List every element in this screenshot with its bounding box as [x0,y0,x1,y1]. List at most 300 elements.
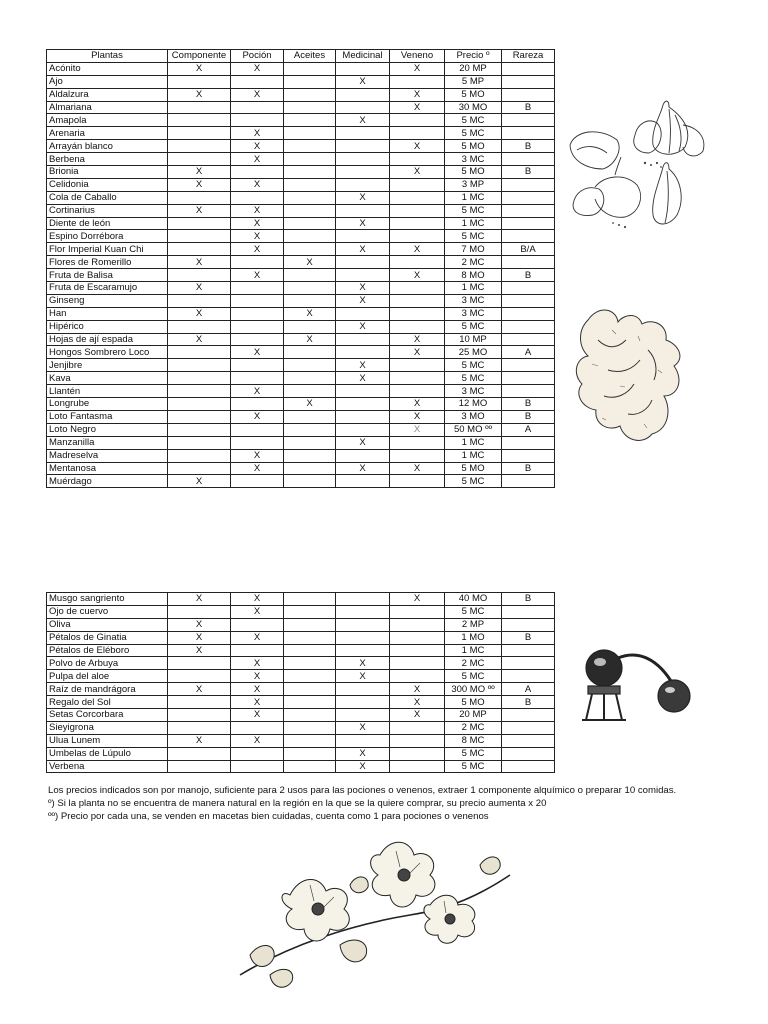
table-row [47,256,555,269]
table-cell [336,204,390,217]
table-row [47,88,555,101]
table-cell [390,670,445,683]
table-cell [336,605,390,618]
table-row [47,217,555,230]
table-cell: X [168,166,231,179]
table-cell: 50 MO ºº [445,423,502,436]
table-cell: 5 MC [445,320,502,333]
plant-name-cell: Arenaria [47,127,168,140]
table-cell [502,747,555,760]
alembic-illustration [578,640,698,725]
table-cell [502,475,555,488]
table-cell [502,449,555,462]
plant-name-cell: Fruta de Escaramujo [47,282,168,295]
table-cell: X [231,605,284,618]
table-cell [336,269,390,282]
table-cell: X [168,62,231,75]
table-cell [168,696,231,709]
table-cell: X [390,243,445,256]
plant-name-cell: Muérdago [47,475,168,488]
table-cell [336,307,390,320]
column-header: Plantas [47,50,168,63]
plant-name-cell: Almariana [47,101,168,114]
table-cell: 1 MC [445,436,502,449]
table-row [47,398,555,411]
table-cell: 2 MC [445,721,502,734]
table-cell [168,243,231,256]
table-cell: 5 MC [445,670,502,683]
table-cell [336,153,390,166]
table-cell [284,230,336,243]
table-cell [284,423,336,436]
table-cell [390,75,445,88]
table-cell [502,721,555,734]
table-cell [168,269,231,282]
table-cell [231,644,284,657]
table-cell: 1 MC [445,191,502,204]
plant-name-cell: Cortinarius [47,204,168,217]
note-manojo: Los precios indicados son por manojo, suficiente para 2 usos para las pociones o venenos, extraer 1 componente alquímico o preparar 10 comidas. [48,785,677,796]
table-cell [284,760,336,773]
table-row [47,230,555,243]
table-cell [231,359,284,372]
table-cell [231,101,284,114]
table-row [47,709,555,722]
table-cell: 10 MP [445,333,502,346]
table-cell [231,282,284,295]
plant-name-cell: Regalo del Sol [47,696,168,709]
table-row [47,333,555,346]
plant-name-cell: Mentanosa [47,462,168,475]
table-cell [168,191,231,204]
table-cell: X [231,709,284,722]
table-cell [390,618,445,631]
table-cell [336,475,390,488]
table-cell: X [336,191,390,204]
table-cell: X [168,333,231,346]
table-row [47,307,555,320]
table-cell [502,62,555,75]
table-cell [336,593,390,606]
table-cell [284,282,336,295]
table-cell [336,140,390,153]
table-cell [336,256,390,269]
table-cell [502,88,555,101]
table-cell [502,114,555,127]
table-cell [168,75,231,88]
plant-name-cell: Setas Corcorbara [47,709,168,722]
table-cell [336,398,390,411]
table-cell: X [336,282,390,295]
table-cell [168,385,231,398]
table-cell: X [390,269,445,282]
table-cell [168,436,231,449]
table-cell: 5 MO [445,696,502,709]
table-cell [502,127,555,140]
table-cell: X [231,462,284,475]
table-cell: 2 MC [445,256,502,269]
table-cell [390,721,445,734]
table-cell [502,333,555,346]
plant-name-cell: Ulua Lunem [47,734,168,747]
table-cell: 8 MO [445,269,502,282]
table-row [47,372,555,385]
table-cell: X [284,307,336,320]
table-cell: 2 MC [445,657,502,670]
table-cell [284,475,336,488]
table-cell [284,243,336,256]
table-cell: 1 MC [445,217,502,230]
plant-name-cell: Hongos Sombrero Loco [47,346,168,359]
table-cell [284,605,336,618]
table-cell [231,114,284,127]
table-cell [231,747,284,760]
plant-name-cell: Ojo de cuervo [47,605,168,618]
table-cell [336,423,390,436]
table-cell [390,320,445,333]
table-cell [390,359,445,372]
table-cell: X [231,140,284,153]
table-cell [231,333,284,346]
table-cell: X [168,307,231,320]
table-cell: B [502,398,555,411]
table-cell: X [390,346,445,359]
table-cell [502,385,555,398]
table-cell [390,436,445,449]
table-row [47,359,555,372]
table-row [47,140,555,153]
table-cell: X [336,243,390,256]
table-cell [502,372,555,385]
table-cell [168,346,231,359]
table-cell: 5 MO [445,166,502,179]
plant-name-cell: Aldalzura [47,88,168,101]
table-cell [284,436,336,449]
plant-name-cell: Cola de Caballo [47,191,168,204]
table-cell: X [231,593,284,606]
plant-name-cell: Hipérico [47,320,168,333]
table-cell [336,166,390,179]
notes-section [48,784,748,823]
table-cell: 1 MC [445,644,502,657]
table-cell: 5 MC [445,230,502,243]
plant-name-cell: Brionia [47,166,168,179]
plant-name-cell: Fruta de Balisa [47,269,168,282]
plant-name-cell: Hojas de ají espada [47,333,168,346]
table-cell: X [231,127,284,140]
table-cell: B [502,410,555,423]
table-cell [390,294,445,307]
table-row [47,178,555,191]
table-cell: 3 MP [445,178,502,191]
table-cell: X [336,721,390,734]
plant-name-cell: Celidonia [47,178,168,191]
table-cell [284,734,336,747]
table-cell [390,204,445,217]
table-cell [284,153,336,166]
table-cell: X [231,243,284,256]
table-cell [502,670,555,683]
table-cell [284,747,336,760]
table-cell [336,230,390,243]
table-cell [284,178,336,191]
table-cell [502,153,555,166]
table-cell: X [231,670,284,683]
table-cell [336,62,390,75]
table-cell [284,62,336,75]
table-cell: 5 MC [445,747,502,760]
plant-name-cell: Polvo de Arbuya [47,657,168,670]
table-cell [168,359,231,372]
table-cell: 3 MC [445,294,502,307]
table-row [47,166,555,179]
table-cell [168,410,231,423]
table-cell: X [336,670,390,683]
table-cell: X [390,140,445,153]
table-cell [336,333,390,346]
table-cell: X [231,217,284,230]
plant-name-cell: Arrayán blanco [47,140,168,153]
table-cell: X [168,282,231,295]
table-cell: X [168,593,231,606]
table-row [47,644,555,657]
table-cell: X [336,359,390,372]
table-cell: B [502,269,555,282]
table-cell: X [168,475,231,488]
table-cell [284,140,336,153]
table-cell [390,475,445,488]
table-cell [284,127,336,140]
table-cell: 5 MC [445,114,502,127]
plant-name-cell: Llantén [47,385,168,398]
table-row [47,475,555,488]
table-cell [168,372,231,385]
table-cell [168,709,231,722]
plant-name-cell: Espino Dorrébora [47,230,168,243]
table-cell [390,191,445,204]
table-row [47,410,555,423]
table-cell [502,657,555,670]
table-row [47,593,555,606]
table-row [47,747,555,760]
herb-table-1 [46,49,555,488]
table-cell [390,114,445,127]
table-row [47,114,555,127]
table-row [47,204,555,217]
table-cell: X [168,204,231,217]
table-cell: X [336,320,390,333]
plant-name-cell: Pétalos de Ginatia [47,631,168,644]
table-row [47,423,555,436]
table-cell [231,618,284,631]
plant-name-cell: Umbelas de Lúpulo [47,747,168,760]
table-cell [168,760,231,773]
table-cell: 2 MP [445,618,502,631]
table-row [47,346,555,359]
table-row [47,734,555,747]
table-cell: X [231,269,284,282]
table-cell: 5 MO [445,140,502,153]
table-row [47,696,555,709]
table-cell: X [231,346,284,359]
table-cell [390,631,445,644]
table-cell [390,644,445,657]
table-row [47,75,555,88]
table-cell: X [336,372,390,385]
table-header-row [47,50,555,63]
table-cell: 5 MC [445,127,502,140]
table-cell: X [168,683,231,696]
table-row [47,269,555,282]
table-cell: X [390,88,445,101]
table-cell: 1 MO [445,631,502,644]
table-cell [336,644,390,657]
table-cell [284,101,336,114]
table-cell [231,423,284,436]
table-cell [231,475,284,488]
table-cell [336,346,390,359]
table-cell: X [390,423,445,436]
table-cell: X [336,436,390,449]
plant-name-cell: Pulpa del aloe [47,670,168,683]
table-row [47,449,555,462]
table-cell: 5 MC [445,359,502,372]
table-cell [390,307,445,320]
plant-name-cell: Acónito [47,62,168,75]
plant-name-cell: Verbena [47,760,168,773]
table-cell: X [231,178,284,191]
table-cell [502,436,555,449]
table-row [47,618,555,631]
table-cell [336,178,390,191]
table-cell [336,449,390,462]
table-cell [168,114,231,127]
table-row [47,62,555,75]
table-cell: 3 MO [445,410,502,423]
table-cell: 12 MO [445,398,502,411]
table-cell [231,307,284,320]
table-cell: 30 MO [445,101,502,114]
table-row [47,294,555,307]
table-row [47,127,555,140]
table-cell: X [390,593,445,606]
garlic-illustration [565,95,715,235]
table-cell [390,747,445,760]
table-cell: X [168,618,231,631]
table-cell [168,294,231,307]
plant-name-cell: Musgo sangriento [47,593,168,606]
note-precio-maceta: ºº) Precio por cada una, se venden en macetas bien cuidadas, cuenta como 1 para pociones o venenos [48,811,489,822]
table-cell [284,696,336,709]
table-cell [502,294,555,307]
table-cell [502,307,555,320]
table-cell [390,178,445,191]
table-cell: X [231,385,284,398]
table-cell [284,294,336,307]
table-cell [168,127,231,140]
plant-name-cell: Han [47,307,168,320]
table-cell [168,605,231,618]
table-cell: 40 MO [445,593,502,606]
table-cell: X [231,657,284,670]
table-cell [284,449,336,462]
table-cell [168,153,231,166]
table-cell [231,760,284,773]
table-cell [336,631,390,644]
table-row [47,191,555,204]
table-cell [284,657,336,670]
table-row [47,462,555,475]
table-row [47,657,555,670]
table-cell [390,230,445,243]
table-cell [284,269,336,282]
table-cell [502,230,555,243]
table-cell [502,75,555,88]
table-cell [284,721,336,734]
column-header: Veneno [390,50,445,63]
table-cell [284,191,336,204]
table-cell: X [336,747,390,760]
plant-name-cell: Berbena [47,153,168,166]
column-header: Medicinal [336,50,390,63]
column-header: Poción [231,50,284,63]
table-cell: B [502,166,555,179]
table-cell [231,166,284,179]
table-cell: 7 MO [445,243,502,256]
table-cell [336,696,390,709]
plant-name-cell: Pétalos de Eléboro [47,644,168,657]
table-cell: A [502,683,555,696]
table-cell: 5 MC [445,475,502,488]
table-cell [168,449,231,462]
table-cell: X [168,631,231,644]
note-precio-region: º) Si la planta no se encuentra de manera natural en la región en la que se la quiere comprar, su precio aumenta x 20 [48,798,547,809]
table-cell: X [168,256,231,269]
table-cell [284,593,336,606]
table-cell: B/A [502,243,555,256]
table-cell [336,101,390,114]
table-cell: X [231,204,284,217]
table-cell [284,88,336,101]
table-cell [336,88,390,101]
table-cell: X [231,88,284,101]
table-cell: A [502,423,555,436]
table-cell [231,75,284,88]
plant-name-cell: Raíz de mandrágora [47,683,168,696]
table-cell [168,320,231,333]
table-cell: X [390,683,445,696]
table-cell [284,683,336,696]
table-row [47,243,555,256]
plant-name-cell: Madreselva [47,449,168,462]
table-cell: X [390,709,445,722]
table-cell [284,631,336,644]
column-header: Rareza [502,50,555,63]
table-cell [284,166,336,179]
table-cell [502,760,555,773]
table-cell: X [231,230,284,243]
table-cell [390,605,445,618]
table-cell [231,398,284,411]
table-cell [168,398,231,411]
table-cell: X [390,166,445,179]
table-row [47,760,555,773]
table-cell [284,372,336,385]
table-cell: X [390,410,445,423]
table-row [47,683,555,696]
table-cell: X [390,398,445,411]
table-cell [336,410,390,423]
